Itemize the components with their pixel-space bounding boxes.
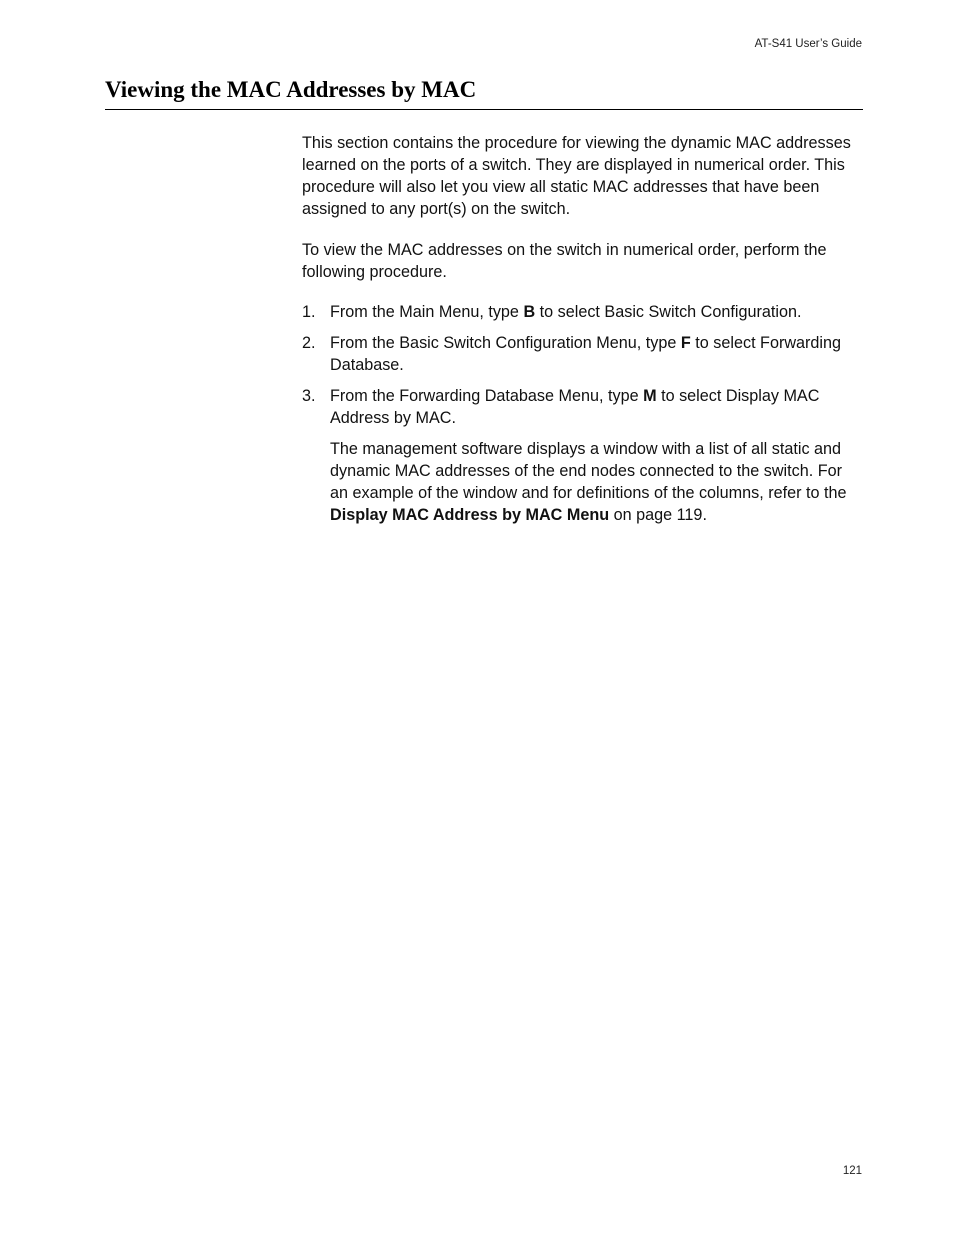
- step-text: From the Basic Switch Configuration Menu, type: [330, 334, 681, 352]
- result-paragraph: [302, 438, 862, 526]
- procedure-step-1: [302, 301, 862, 323]
- step-number: 1.: [302, 303, 316, 321]
- page-number: 121: [842, 1165, 862, 1177]
- procedure-step-2: [302, 332, 862, 376]
- step-text: From the Forwarding Database Menu, type: [330, 387, 644, 405]
- result-text: The management software displays a window with a list of all static and dynamic MAC addresses of the end nodes connected to the switch. For an example of the window and for definitions of the columns, refer to the: [330, 440, 847, 502]
- procedure-intro-paragraph: To view the MAC addresses on the switch in numerical order, perform the following procedure.: [302, 241, 827, 281]
- intro-paragraph: This section contains the procedure for viewing the dynamic MAC addresses learned on the ports of a switch. They are displayed in numerical order. This procedure will also let you view all static MAC addresses that have been assigned to any port(s) on the switch.: [302, 134, 851, 218]
- step-text: From the Main Menu, type: [330, 303, 524, 321]
- running-header: AT-S41 User’s Guide: [754, 38, 862, 50]
- section-title: Viewing the MAC Addresses by MAC: [105, 77, 477, 102]
- title-rule: [105, 109, 863, 110]
- step-key: B: [523, 303, 536, 321]
- step-number: 3.: [302, 387, 316, 405]
- step-key: F: [680, 334, 691, 352]
- cross-reference-link[interactable]: Display MAC Address by MAC Menu: [330, 506, 610, 524]
- step-number: 2.: [302, 334, 316, 352]
- step-text: to select Basic Switch Configuration.: [535, 303, 802, 321]
- step-key: M: [643, 387, 657, 405]
- body-text: [302, 132, 862, 526]
- result-text: on page 119.: [609, 506, 707, 524]
- step-text: to select Forwarding Database.: [330, 334, 842, 374]
- procedure-steps: [302, 301, 862, 429]
- procedure-step-3: [302, 385, 862, 429]
- step-text: to select Display MAC Address by MAC.: [330, 387, 820, 427]
